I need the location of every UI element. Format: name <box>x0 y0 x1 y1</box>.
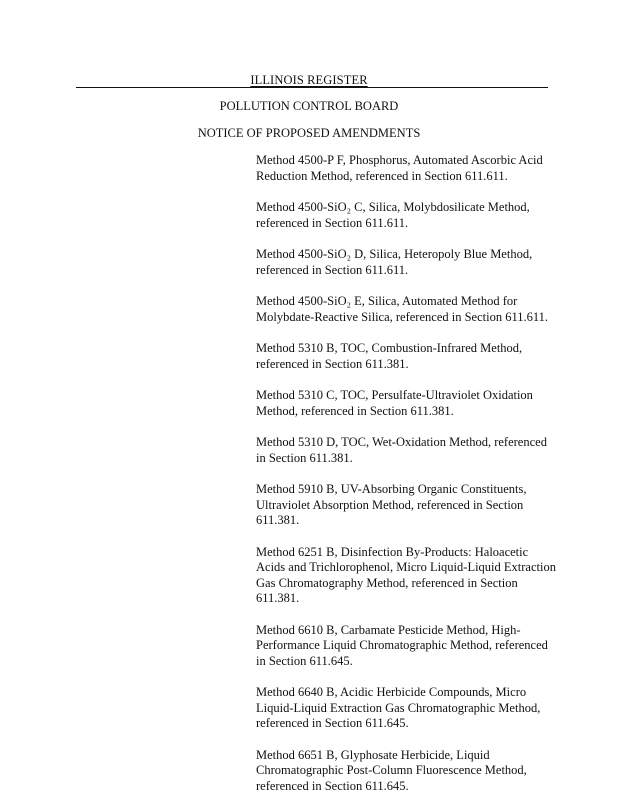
method-list <box>256 153 556 810</box>
method-item: Method 5310 B, TOC, Combustion-Infrared Method, referenced in Section 611.381. <box>256 341 523 371</box>
method-item: Method 6610 B, Carbamate Pesticide Method, High-Performance Liquid Chromatographic Method, referenced in Section 611.645. <box>256 622 548 668</box>
method-item: Method 6251 B, Disinfection By-Products: Haloacetic Acids and Trichlorophenol, Micro Liquid-Liquid Extraction Gas Chromatography Method, referenced in Section 611.381. <box>256 544 556 605</box>
notice-title: NOTICE OF PROPOSED AMENDMENTS <box>197 126 421 140</box>
header-rule <box>76 87 548 88</box>
method-item: Method 5310 D, TOC, Wet-Oxidation Method, referenced in Section 611.381. <box>256 435 547 465</box>
method-item: Method 6651 B, Glyphosate Herbicide, Liquid Chromatographic Post-Column Fluorescence Method, referenced in Section 611.645. <box>256 747 527 793</box>
method-item: Method 4500-P F, Phosphorus, Automated Ascorbic Acid Reduction Method, referenced in Section 611.611. <box>256 153 543 183</box>
method-item: Method 4500-SiO₂ D, Silica, Heteropoly Blue Method, referenced in Section 611.611. <box>256 247 533 277</box>
method-item: Method 5910 B, UV-Absorbing Organic Constituents, Ultraviolet Absorption Method, referenced in Section 611.381. <box>256 482 527 527</box>
register-title-text: ILLINOIS REGISTER <box>250 73 368 87</box>
register-title <box>0 73 618 88</box>
method-item: Method 5310 C, TOC, Persulfate-Ultraviolet Oxidation Method, referenced in Section 611.381. <box>256 388 533 418</box>
method-item: Method 4500-SiO₂ C, Silica, Molybdosilicate Method, referenced in Section 611.611. <box>256 200 530 230</box>
method-item: Method 4500-SiO₂ E, Silica, Automated Method for Molybdate-Reactive Silica, referenced in Section 611.611. <box>256 294 549 324</box>
agency-name: POLLUTION CONTROL BOARD <box>219 99 399 113</box>
method-item: Method 6640 B, Acidic Herbicide Compounds, Micro Liquid-Liquid Extraction Gas Chromatographic Method, referenced in Section 611.645. <box>256 685 541 730</box>
